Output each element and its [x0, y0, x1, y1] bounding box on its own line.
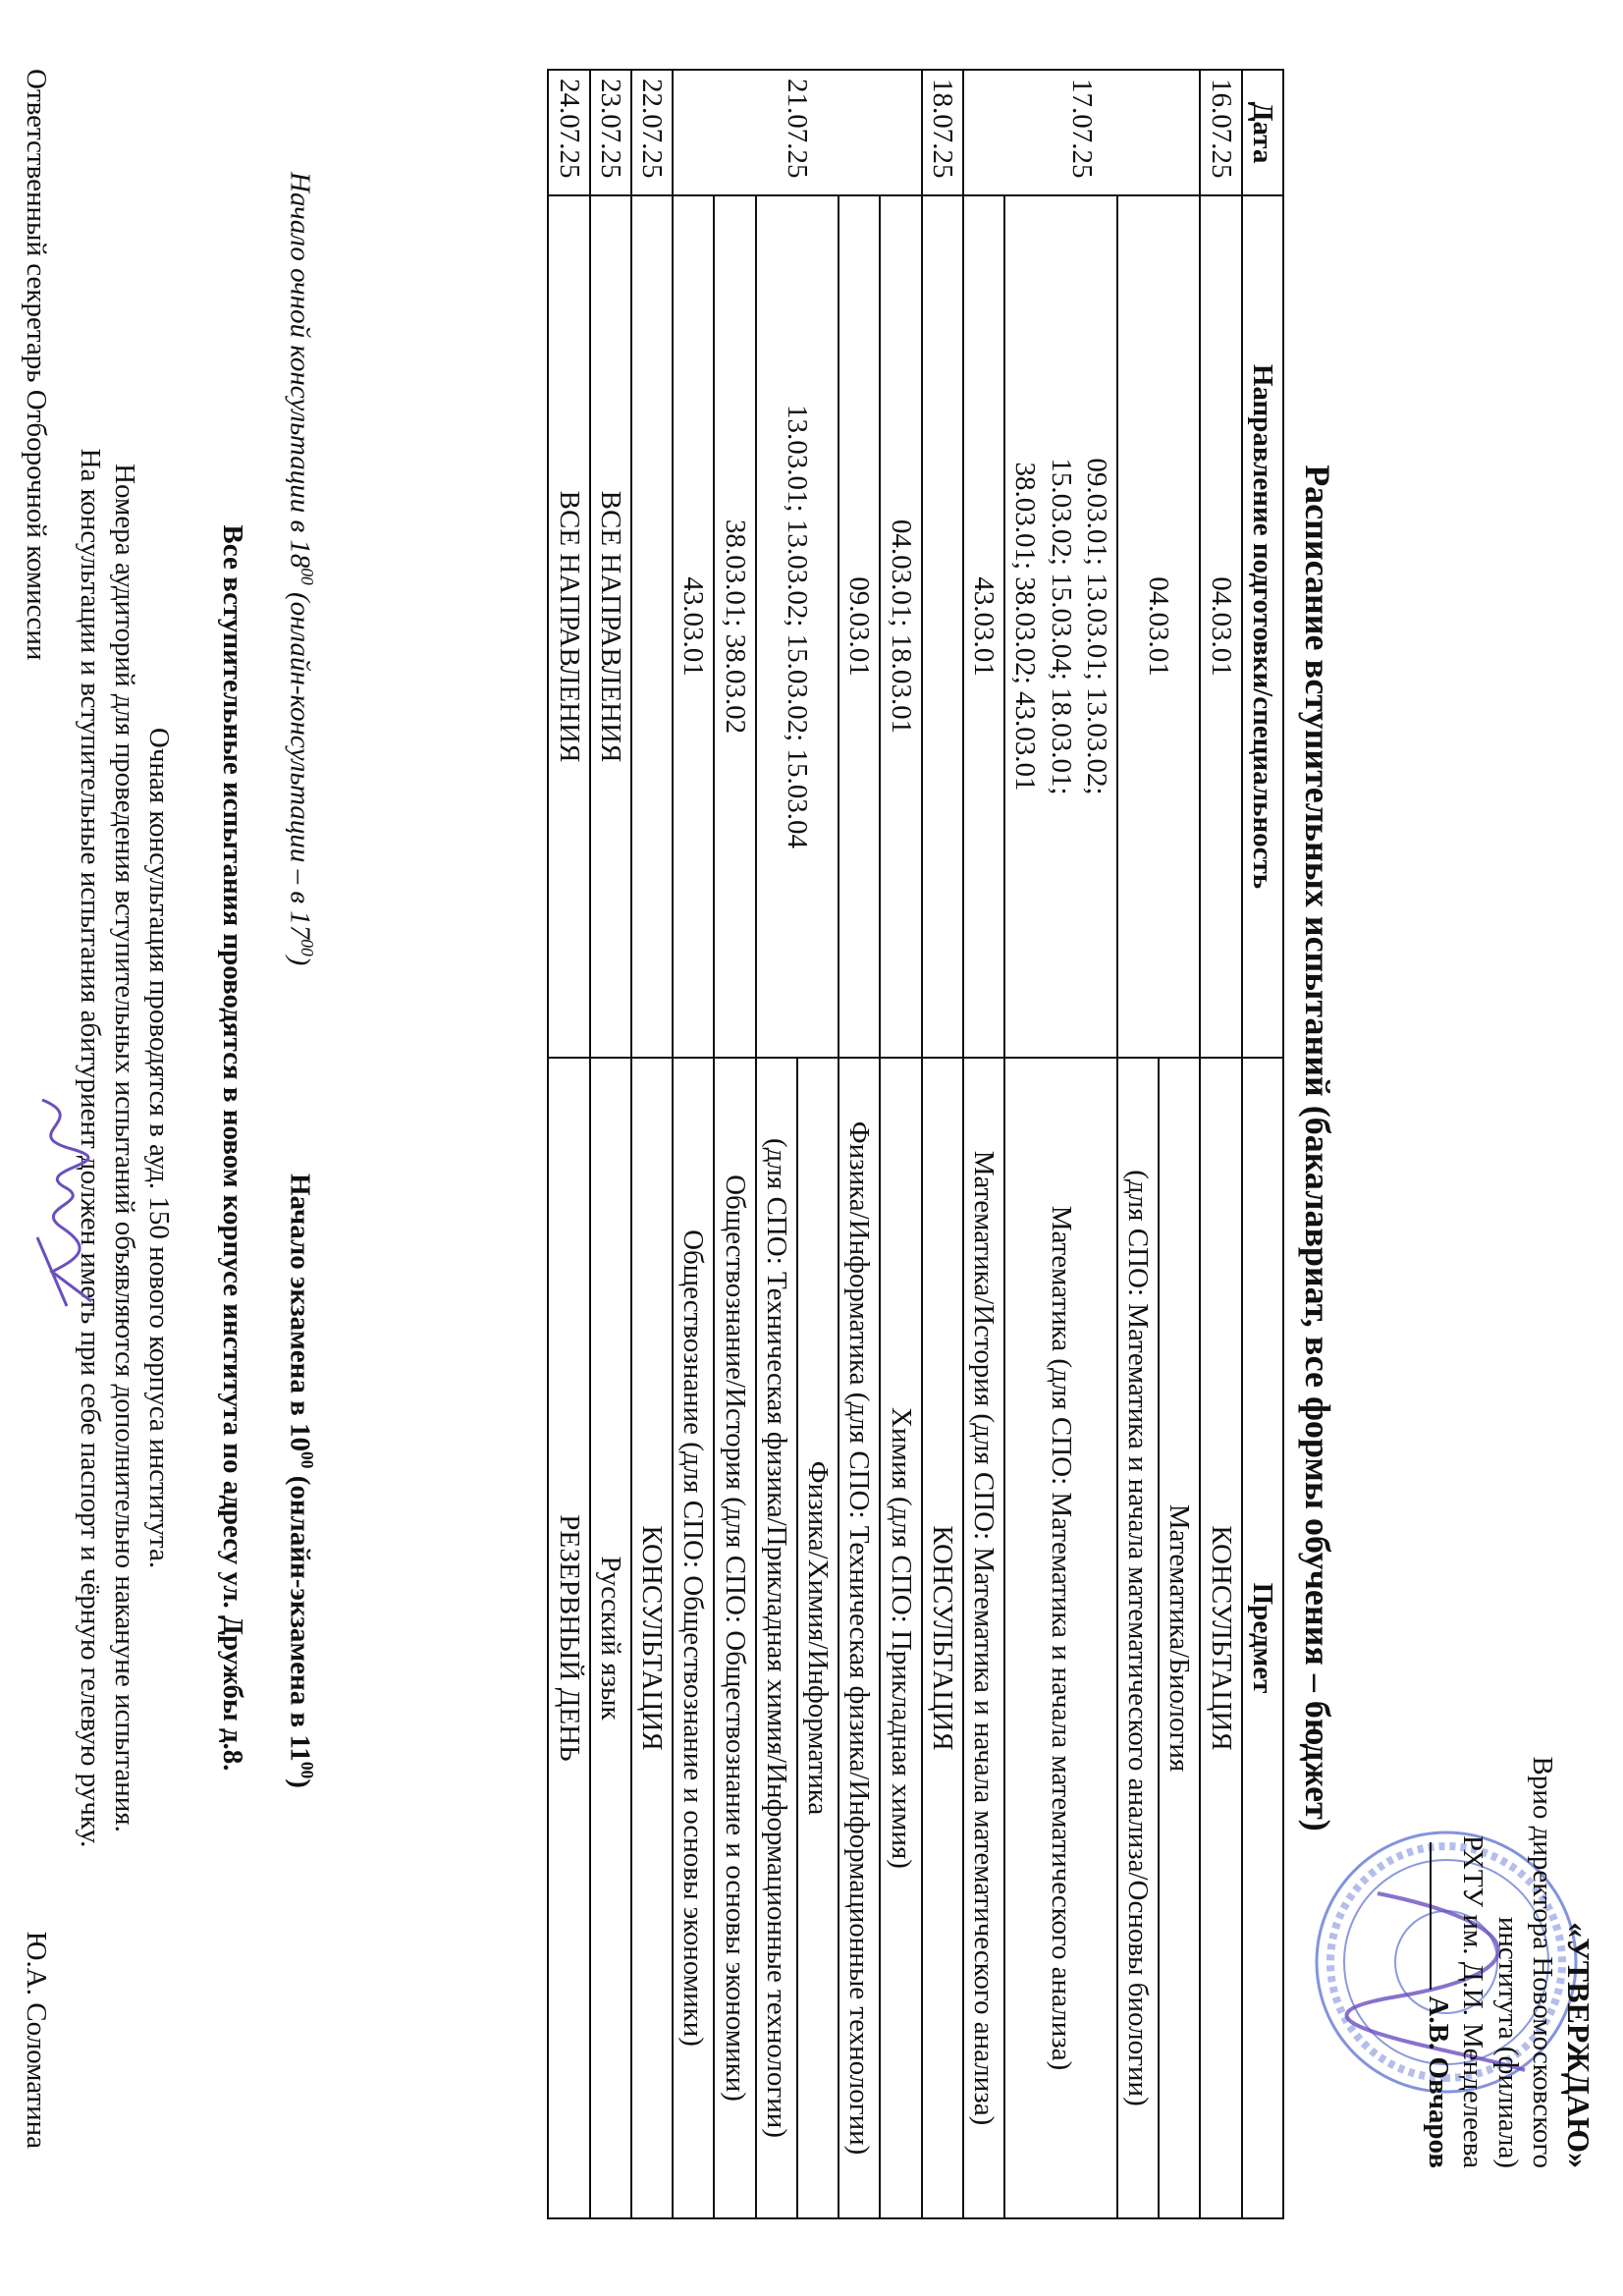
row-subject: КОНСУЛЬТАЦИЯ — [922, 1058, 963, 2218]
row-date: 23.07.25 — [590, 70, 631, 195]
header-direction: Направление подготовки/специальность — [1242, 195, 1283, 1058]
approval-signer-line — [1420, 1618, 1454, 2168]
row-direction: ВСЕ НАПРАВЛЕНИЯ — [549, 195, 590, 1058]
consultation-time: Начало очной консультации в $18^{00}$ (онлайн-консультации – в $17^{00}$) — [284, 172, 317, 966]
header-date: Дата — [1242, 70, 1283, 195]
approval-line: института (филиала) — [1491, 1916, 1524, 2168]
row-direction: 04.03.01; 18.03.01 — [881, 195, 922, 1058]
documents-note: На консультации и вступительные испытания абитуриент должен иметь при себе паспорт и чёрную гелевую ручку. — [75, 448, 106, 1848]
footer-role: Ответственный секретарь Отборочной комиссии — [21, 69, 52, 661]
footer-name: Ю.А. Соломатина — [21, 1931, 52, 2149]
approval-line: Врио директора Новомосковского — [1526, 1756, 1558, 2168]
direction-line: 09.03.01; 13.03.01; 13.03.02; — [1081, 458, 1112, 795]
table-row — [839, 70, 880, 2218]
approval-signer: А.В. Овчаров — [1422, 1995, 1454, 2168]
header-subject: Предмет — [1242, 1058, 1283, 2218]
row-direction: 43.03.01 — [673, 195, 714, 1058]
table-header-row — [1242, 70, 1283, 2218]
exam-time: Начало экзамена в $10^{00}$ (онлайн-экзамена в $11^{00}$) — [284, 1174, 317, 1788]
row-direction: ВСЕ НАПРАВЛЕНИЯ — [590, 195, 631, 1058]
row-direction: 04.03.01 — [1201, 195, 1242, 1058]
table-row — [631, 70, 673, 2218]
table-row — [590, 70, 631, 2218]
page-title: Расписание вступительных испытаний (бакалавриат, все формы обучения – бюджет) — [1298, 465, 1337, 1831]
table-row — [1159, 70, 1200, 2218]
row-direction: 04.03.01 — [1117, 195, 1201, 1058]
row-direction — [922, 195, 963, 1058]
row-subject: КОНСУЛЬТАЦИЯ — [631, 1058, 673, 2218]
row-direction: 09.03.01 — [839, 195, 880, 1058]
row-subject: РЕЗЕРВНЫЙ ДЕНЬ — [549, 1058, 590, 2218]
table-row — [673, 70, 714, 2218]
row-direction: 43.03.01 — [963, 195, 1004, 1058]
row-subject: Физика/Информатика (для СПО: Техническая физика/Информационные технологии) — [839, 1058, 880, 2218]
table-row — [797, 70, 839, 2218]
room-note: Очная консультация проводятся в ауд. 150 нового корпуса института. — [143, 727, 175, 1569]
row-direction: 13.03.01; 13.03.02; 15.03.02; 15.03.04 — [756, 195, 839, 1058]
building-note: Все вступительные испытания проводятся в новом корпусе института по адресу ул. Дружбы д.8. — [217, 524, 248, 1772]
row-subject: Математика/Биология — [1159, 1058, 1200, 2218]
rooms-announcement-note: Номера аудиторий для проведения вступительных испытаний объявляются дополнительно накануне испытания. — [109, 464, 140, 1832]
table-row — [922, 70, 963, 2218]
approval-line: РХТУ им. Д.И. Менделеева — [1457, 1834, 1489, 2168]
direction-line: 38.03.01; 38.03.02; 43.03.01 — [1009, 462, 1042, 792]
row-date: 17.07.25 — [963, 70, 1201, 195]
row-subject: Математика/История (для СПО: Математика и начала математического анализа) — [963, 1058, 1004, 2218]
row-subject: Физика/Химия/Информатика — [797, 1058, 839, 2218]
row-subject: Обществознание (для СПО: Обществознание и основы экономики) — [673, 1058, 714, 2218]
row-date: 22.07.25 — [631, 70, 673, 195]
row-date: 24.07.25 — [549, 70, 590, 195]
table-row — [549, 70, 590, 2218]
row-direction — [631, 195, 673, 1058]
row-date: 18.07.25 — [922, 70, 963, 195]
row-subject: Математика (для СПО: Математика и начала математического анализа) — [1004, 1058, 1117, 2218]
table-row — [1201, 70, 1242, 2218]
approval-block — [1420, 1618, 1597, 2168]
row-subject: (для СПО: Математика и начала математического анализа/Основы биологии) — [1117, 1058, 1159, 2218]
row-date: 21.07.25 — [673, 70, 922, 195]
table-row — [881, 70, 922, 2218]
row-subject: Русский язык — [590, 1058, 631, 2218]
handwritten-signature — [3, 1090, 111, 1316]
row-direction: 38.03.01; 38.03.02 — [715, 195, 756, 1058]
row-subject: (для СПО: Техническая физика/Прикладная химия/Информационные технологии) — [756, 1058, 797, 2218]
table-row — [715, 70, 756, 2218]
row-subject: КОНСУЛЬТАЦИЯ — [1201, 1058, 1242, 2218]
row-subject: Химия (для СПО: Прикладная химия) — [881, 1058, 922, 2218]
direction-line: 15.03.02; 15.03.04; 18.03.01; — [1045, 458, 1077, 795]
row-direction-multiline — [1004, 195, 1117, 1058]
row-subject: Обществознание/История (для СПО: Обществознание и основы экономики) — [715, 1058, 756, 2218]
schedule-table — [548, 69, 1285, 2219]
approval-heading: «УТВЕРЖДАЮ» — [1561, 1922, 1596, 2168]
row-date: 16.07.25 — [1201, 70, 1242, 195]
table-row — [963, 70, 1004, 2218]
